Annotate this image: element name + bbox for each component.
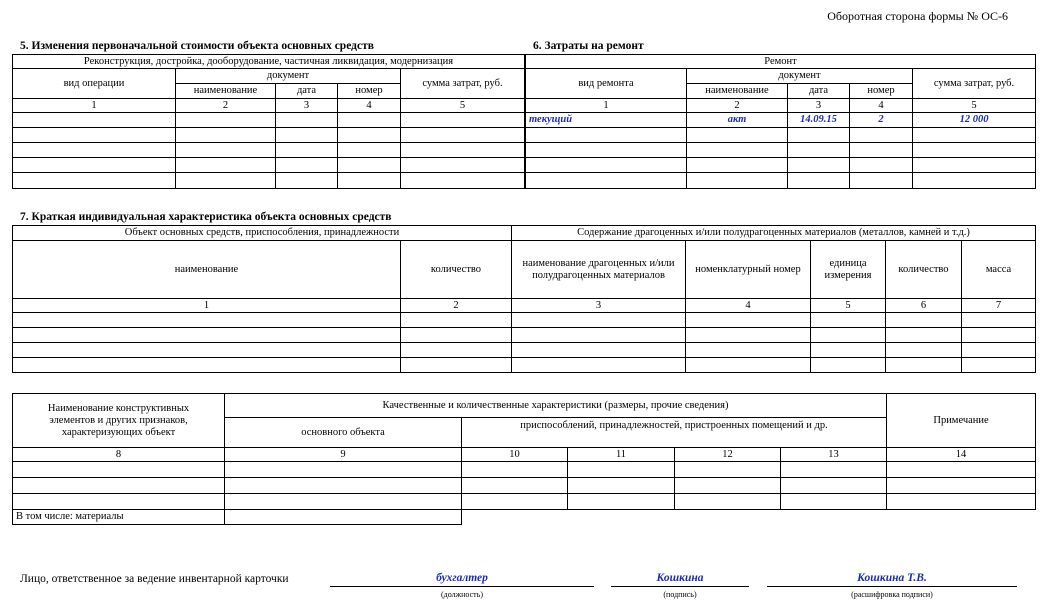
section7-left-header: Объект основных средств, приспособления, принадлежности — [13, 226, 512, 241]
table-row — [13, 478, 1036, 494]
table-row — [526, 143, 1036, 158]
table-row — [13, 313, 1036, 328]
section6-col-name: наименование — [687, 84, 788, 99]
table-row — [13, 113, 525, 128]
section5-col-date: дата — [276, 84, 338, 99]
section6-col-number: номер — [850, 84, 913, 99]
section7-col-qty2: количество — [886, 241, 962, 299]
table-row — [13, 128, 525, 143]
col-num: 2 — [176, 99, 276, 113]
section7-col-qty: количество — [401, 241, 512, 299]
col-num: 4 — [338, 99, 401, 113]
col-num: 4 — [686, 299, 811, 313]
decryption-value[interactable]: Кошкина Т.В. — [857, 572, 927, 584]
position-value[interactable]: бухгалтер — [436, 572, 488, 584]
section7-col-mass: масса — [962, 241, 1036, 299]
col-num: 3 — [788, 99, 850, 113]
section8-col-main: основного объекта — [225, 418, 462, 448]
section6-title: 6. Затраты на ремонт — [533, 40, 644, 52]
table-row — [13, 358, 1036, 373]
col-num: 13 — [781, 448, 887, 462]
table-row — [526, 158, 1036, 173]
position-line — [330, 586, 594, 587]
table-row — [13, 462, 1036, 478]
col-num: 5 — [811, 299, 886, 313]
col-num: 1 — [13, 299, 401, 313]
col-num: 1 — [526, 99, 687, 113]
col-num: 8 — [13, 448, 225, 462]
signature-caption: (подпись) — [663, 590, 697, 599]
col-num: 5 — [401, 99, 525, 113]
section7-col-name: наименование — [13, 241, 401, 299]
table-row — [13, 328, 1036, 343]
section8-col-chars: Качественные и количественные характеристики (размеры, прочие сведения) — [225, 394, 887, 418]
section7-right-header: Содержание драгоценных и/или полудрагоценных материалов (металлов, камней и т.д.) — [512, 226, 1036, 241]
col-num: 2 — [401, 299, 512, 313]
table-row — [13, 143, 525, 158]
table-row — [13, 494, 1036, 510]
section6-col-date: дата — [788, 84, 850, 99]
table-row — [13, 173, 525, 189]
col-num: 14 — [887, 448, 1036, 462]
section6-col-sum: сумма затрат, руб. — [913, 69, 1036, 99]
repair-sum-cell[interactable]: 12 000 — [913, 113, 1036, 128]
col-num: 4 — [850, 99, 913, 113]
section7-col-nomenclature: номенклатурный номер — [686, 241, 811, 299]
decryption-line — [767, 586, 1017, 587]
repair-doc-name-cell[interactable]: акт — [687, 113, 788, 128]
table-row — [526, 113, 1036, 128]
section5-group-header: Реконструкция, достройка, дооборудование, частичная ликвидация, модернизация — [13, 55, 525, 69]
table-row — [13, 343, 1036, 358]
section7-col-unit: единица измерения — [811, 241, 886, 299]
section8-table — [12, 393, 1036, 525]
responsible-person-label: Лицо, ответственное за ведение инвентарной карточки — [20, 573, 289, 585]
section6-group-header: Ремонт — [526, 55, 1036, 69]
table-row — [526, 173, 1036, 189]
col-num: 2 — [687, 99, 788, 113]
position-caption: (должность) — [441, 590, 483, 599]
section5-col-operation: вид операции — [13, 69, 176, 99]
section5-col-sum: сумма затрат, руб. — [401, 69, 525, 99]
col-num: 7 — [962, 299, 1036, 313]
signature-line — [611, 586, 749, 587]
section5-col-document: документ — [176, 69, 401, 84]
section7-col-precious: наименование драгоценных и/или полудрагоценных материалов — [512, 241, 686, 299]
col-num: 6 — [886, 299, 962, 313]
col-num: 11 — [568, 448, 675, 462]
section5-title: 5. Изменения первоначальной стоимости объекта основных средств — [20, 40, 374, 52]
signature-value[interactable]: Кошкина — [656, 572, 704, 584]
materials-row — [13, 510, 1036, 525]
section6-col-document: документ — [687, 69, 913, 84]
repair-date-cell[interactable]: 14.09.15 — [788, 113, 850, 128]
materials-row-label: В том числе: материалы — [13, 510, 225, 525]
section8-col-note: Примечание — [887, 394, 1036, 448]
section5-col-name: наименование — [176, 84, 276, 99]
decryption-caption: (расшифровка подписи) — [851, 590, 933, 599]
col-num: 3 — [512, 299, 686, 313]
section8-col-elements: Наименование конструктивных элементов и других признаков, характеризующих объект — [13, 394, 225, 448]
col-num: 12 — [675, 448, 781, 462]
section5-table — [12, 54, 525, 189]
col-num: 9 — [225, 448, 462, 462]
table-row — [526, 128, 1036, 143]
section8-col-accessories: приспособлений, принадлежностей, пристроенных помещений и др. — [462, 418, 887, 448]
repair-number-cell[interactable]: 2 — [850, 113, 913, 128]
col-num: 3 — [276, 99, 338, 113]
col-num: 1 — [13, 99, 176, 113]
section6-col-type: вид ремонта — [526, 69, 687, 99]
repair-type-cell[interactable]: текущий — [526, 113, 687, 128]
col-num: 10 — [462, 448, 568, 462]
section5-col-number: номер — [338, 84, 401, 99]
col-num: 5 — [913, 99, 1036, 113]
section6-table — [525, 54, 1036, 189]
form-reverse-side-label: Оборотная сторона формы № ОС-6 — [827, 9, 1008, 23]
section7-title: 7. Краткая индивидуальная характеристика объекта основных средств — [20, 211, 392, 223]
table-row — [13, 158, 525, 173]
section7-table — [12, 225, 1036, 373]
